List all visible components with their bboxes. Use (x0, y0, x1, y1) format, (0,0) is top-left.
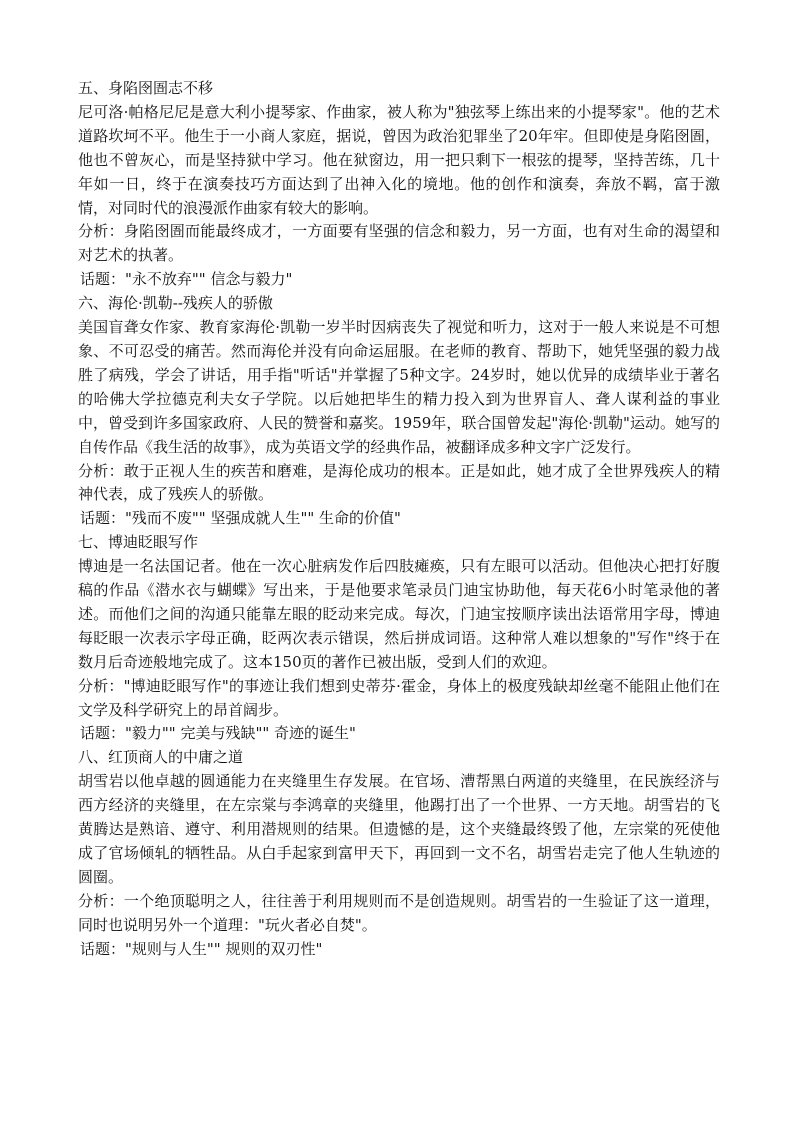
section-body: 美国盲聋女作家、教育家海伦·凯勒一岁半时因病丧失了视觉和听力，这对于一般人来说是不可想象、不可忍受的痛苦。然而海伦并没有向命运屈服。在老师的教育、帮助下，她凭坚强的毅力战胜了病残，学会了讲话，用手指"听话"并掌握了5种文字。24岁时，她以优异的成绩毕业于著名的哈佛大学拉德克利夫女子学院。以后她把毕生的精力投入到为世界盲人、聋人谋利益的事业中，曾受到许多国家政府、人民的赞誉和嘉奖。1959年，联合国曾发起"海伦·凯勒"运动。她写的自传作品《我生活的故事》，成为英语文学的经典作品，被翻译成多种文字广泛发行。 (78, 318, 720, 456)
section-topic: 话题："残而不废"" 坚强成就人生"" 生命的价值" (80, 509, 401, 528)
section-heading: 七、博迪眨眼写作 (78, 533, 199, 552)
section-topic: 话题："规则与人生"" 规则的双刃性" (80, 939, 323, 958)
section-body: 胡雪岩以他卓越的圆通能力在夹缝里生存发展。在官场、漕帮黑白两道的夹缝里，在民族经济与西方经济的夹缝里，在左宗棠与李鸿章的夹缝里，他踢打出了一个世界、一方天地。胡雪岩的飞黄腾达是熟谙、遵守、利用潜规则的结果。但遗憾的是，这个夹缝最终毁了他，左宗棠的死使他成了官场倾轧的牺牲品。从白手起家到富甲天下，再回到一文不名，胡雪岩走完了他人生轨迹的圆圈。 (78, 772, 720, 886)
section-body: 尼可洛·帕格尼尼是意大利小提琴家、作曲家，被人称为"独弦琴上练出来的小提琴家"。他的艺术道路坎坷不平。他生于一小商人家庭，据说，曾因为政治犯罪坐了20年牢。但即使是身陷囹圄，他也不曾灰心，而是坚持狱中学习。他在狱窗边，用一把只剩下一根弦的提琴，坚持苦练，几十年如一日，终于在演奏技巧方面达到了出神入化的境地。他的创作和演奏，奔放不羁，富于激情，对同时代的浪漫派作曲家有较大的影响。 (78, 102, 720, 217)
section-analysis: 分析：身陷囹圄而能最终成才，一方面要有坚强的信念和毅力，另一方面，也有对生命的渴望和对艺术的执著。 (78, 222, 720, 265)
document-page (78, 77, 720, 962)
section-analysis: 分析：一个绝顶聪明之人，往往善于利用规则而不是创造规则。胡雪岩的一生验证了这一道理，同时也说明另外一个道理："玩火者必自焚"。 (78, 891, 720, 934)
section-6 (78, 292, 720, 531)
section-heading: 六、海伦·凯勒--残疾人的骄傲 (78, 294, 273, 313)
section-topic: 话题："永不放弃"" 信念与毅力" (80, 270, 293, 289)
section-8 (78, 746, 720, 961)
section-heading: 五、身陷囹圄志不移 (78, 79, 214, 97)
section-7 (78, 531, 720, 746)
section-analysis: 分析："博迪眨眼写作"的事迹让我们想到史蒂芬·霍金，身体上的极度残缺却丝毫不能阻止他们在文学及科学研究上的昂首阔步。 (78, 676, 720, 719)
section-body: 博迪是一名法国记者。他在一次心脏病发作后四肢瘫痪，只有左眼可以活动。但他决心把打好腹稿的作品《潜水衣与蝴蝶》写出来，于是他要求笔录员门迪宝协助他，每天花6小时笔录他的著述。而他们之间的沟通只能靠左眼的眨动来完成。每次，门迪宝按顺序读出法语常用字母，博迪每眨眼一次表示字母正确，眨两次表示错误，然后拼成词语。这种常人难以想象的"写作"终于在数月后奇迹般地完成了。这本150页的著作已被出版，受到人们的欢迎。 (78, 557, 720, 671)
section-heading: 八、红顶商人的中庸之道 (78, 748, 244, 767)
section-topic: 话题："毅力"" 完美与残缺"" 奇迹的诞生" (80, 724, 356, 743)
section-5 (78, 77, 720, 292)
section-analysis: 分析：敢于正视人生的疾苦和磨难，是海伦成功的根本。正是如此，她才成了全世界残疾人的精神代表，成了残疾人的骄傲。 (78, 461, 720, 504)
